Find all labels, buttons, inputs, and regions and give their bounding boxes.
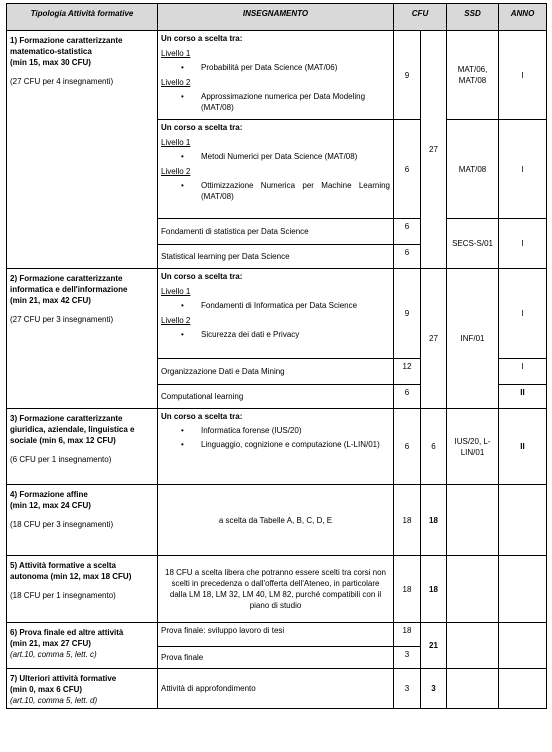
list-item: • Informatica forense (IUS/20): [161, 425, 390, 436]
group-3-note: (6 CFU per 1 insegnamento): [10, 455, 112, 464]
group-6-b-cfu: 3: [394, 647, 421, 669]
group-6-range: (min 21, max 27 CFU): [10, 639, 91, 648]
group-1-a-cfu: 9: [394, 31, 421, 120]
group-6-title: 6) Prova finale ed altre attività: [10, 628, 124, 637]
list-item: • Probabilità per Data Science (MAT/06): [161, 62, 390, 73]
group-3-total-cfu: 6: [421, 409, 447, 485]
group-6-course-a: Prova finale: sviluppo lavoro di tesi: [158, 623, 394, 647]
group-5-title: 5) Attività formative a scelta autonoma (min 12, max 18 CFU): [10, 561, 132, 581]
study-plan-table: [6, 3, 547, 709]
group-4-category: [7, 485, 158, 556]
header-tipologia: Tipologia Attività formative: [7, 4, 158, 31]
group-7-range: (min 0, max 6 CFU): [10, 685, 83, 694]
group-4-total-cfu: 18: [421, 485, 447, 556]
table-row: [7, 556, 547, 623]
list-item: • Linguaggio, cognizione e computazione (L-LIN/01): [161, 439, 390, 450]
group-1-course-d: Statistical learning per Data Science: [158, 245, 394, 269]
table-row: [7, 269, 547, 359]
group-1-c-ssd: SECS-S/01: [447, 219, 499, 269]
group-3-category: [7, 409, 158, 485]
list-item: • Sicurezza dei dati e Privacy: [161, 329, 390, 340]
header-row: [7, 4, 547, 31]
group-2-a-cfu: 9: [394, 269, 421, 359]
group-2-range: (min 21, max 42 CFU): [10, 296, 91, 305]
group-7-cfu: 3: [394, 669, 421, 709]
group-2-b-cfu: 12: [394, 359, 421, 385]
group-1-category: [7, 31, 158, 269]
group-5-category: [7, 556, 158, 623]
list-item: • Ottimizzazione Numerica per Machine Learning (MAT/08): [161, 180, 390, 202]
group-1-course-b: Un corso a scelta tra: Livello 1 • Metodi Numerici per Data Science (MAT/08) Livello 2 • Ottimizzazione Numerica per Machine Learning (MAT/08): [158, 120, 394, 219]
group-6-a-cfu: 18: [394, 623, 421, 647]
group-1-total-cfu: 27: [421, 31, 447, 269]
table-row: [7, 623, 547, 647]
group-2-course-c: Computational learning: [158, 385, 394, 409]
group-1-b-ssd: MAT/08: [447, 120, 499, 219]
group-2-ssd: INF/01: [447, 269, 499, 409]
table-row: [7, 31, 547, 120]
group-6-category: [7, 623, 158, 669]
group-2-a-anno: I: [499, 269, 547, 359]
group-4-note: (18 CFU per 3 insegnamenti): [10, 520, 114, 529]
group-4-text: a scelta da Tabelle A, B, C, D, E: [158, 485, 394, 556]
group-2-note: (27 CFU per 3 insegnamenti): [10, 315, 114, 324]
list-item: • Approssimazione numerica per Data Modeling (MAT/08): [161, 91, 390, 113]
group-6-art: (art.10, comma 5, lett. c): [10, 650, 97, 659]
group-1-title: 1) Formazione caratterizzante matematico-statistica: [10, 36, 123, 56]
group-4-title: 4) Formazione affine: [10, 490, 88, 499]
table-row: [7, 669, 547, 709]
group-4-cfu: 18: [394, 485, 421, 556]
group-1-c-cfu: 6: [394, 219, 421, 245]
group-1-b-anno: I: [499, 120, 547, 219]
group-5-cfu: 18: [394, 556, 421, 623]
group-1-note: (27 CFU per 4 insegnamenti): [10, 77, 114, 86]
group-1-a-anno: I: [499, 31, 547, 120]
group-7-course: Attività di approfondimento: [158, 669, 394, 709]
group-3-anno: II: [499, 409, 547, 485]
group-6-total-cfu: 21: [421, 623, 447, 669]
group-2-course-b: Organizzazione Dati e Data Mining: [158, 359, 394, 385]
group-1-a-ssd: MAT/06, MAT/08: [447, 31, 499, 120]
group-3-ssd: IUS/20, L-LIN/01: [447, 409, 499, 485]
group-1-course-a: Un corso a scelta tra: Livello 1 • Probabilità per Data Science (MAT/06) Livello 2 • Approssimazione numerica per Data Modeling (MAT/08): [158, 31, 394, 120]
group-3-cfu: 6: [394, 409, 421, 485]
list-item: • Fondamenti di Informatica per Data Science: [161, 300, 390, 311]
list-item: • Metodi Numerici per Data Science (MAT/08): [161, 151, 390, 162]
group-6-course-b: Prova finale: [158, 647, 394, 669]
header-ssd: SSD: [447, 4, 499, 31]
group-3-course: Un corso a scelta tra: • Informatica forense (IUS/20) • Linguaggio, cognizione e computazione (L-LIN/01): [158, 409, 394, 485]
group-1-d-cfu: 6: [394, 245, 421, 269]
group-7-total-cfu: 3: [421, 669, 447, 709]
group-1-course-c: Fondamenti di statistica per Data Science: [158, 219, 394, 245]
group-2-c-cfu: 6: [394, 385, 421, 409]
group-2-b-anno: I: [499, 359, 547, 385]
group-7-title: 7) Ulteriori attività formative: [10, 674, 117, 683]
group-2-total-cfu: 27: [421, 269, 447, 409]
group-2-category: [7, 269, 158, 409]
header-anno: ANNO: [499, 4, 547, 31]
group-1-range: (min 15, max 30 CFU): [10, 58, 91, 67]
group-7-art: (art.10, comma 5, lett. d): [10, 696, 98, 705]
group-4-range: (min 12, max 24 CFU): [10, 501, 91, 510]
group-2-title: 2) Formazione caratterizzante informatica e dell'informazione: [10, 274, 128, 294]
group-2-c-anno: II: [499, 385, 547, 409]
header-insegnamento: INSEGNAMENTO: [158, 4, 394, 31]
group-1-b-cfu: 6: [394, 120, 421, 219]
table-row: [7, 409, 547, 485]
table-row: [7, 485, 547, 556]
header-cfu: CFU: [394, 4, 447, 31]
group-5-text: 18 CFU a scelta libera che potranno essere scelti tra corsi non scelti in precedenza o dall'offerta dell'Ateneo, in particolare dalla LM 18, LM 32, LM 40, LM 82, purché compatibili con il piano di studio: [158, 556, 394, 623]
group-5-total-cfu: 18: [421, 556, 447, 623]
group-1-c-anno: I: [499, 219, 547, 269]
group-3-title: 3) Formazione caratterizzante giuridica, aziendale, linguistica e sociale (min 6, max 12 CFU): [10, 414, 135, 445]
group-5-note: (18 CFU per 1 insegnamento): [10, 591, 116, 600]
group-7-category: [7, 669, 158, 709]
group-2-course-a: Un corso a scelta tra: Livello 1 • Fondamenti di Informatica per Data Science Livello 2 • Sicurezza dei dati e Privacy: [158, 269, 394, 359]
